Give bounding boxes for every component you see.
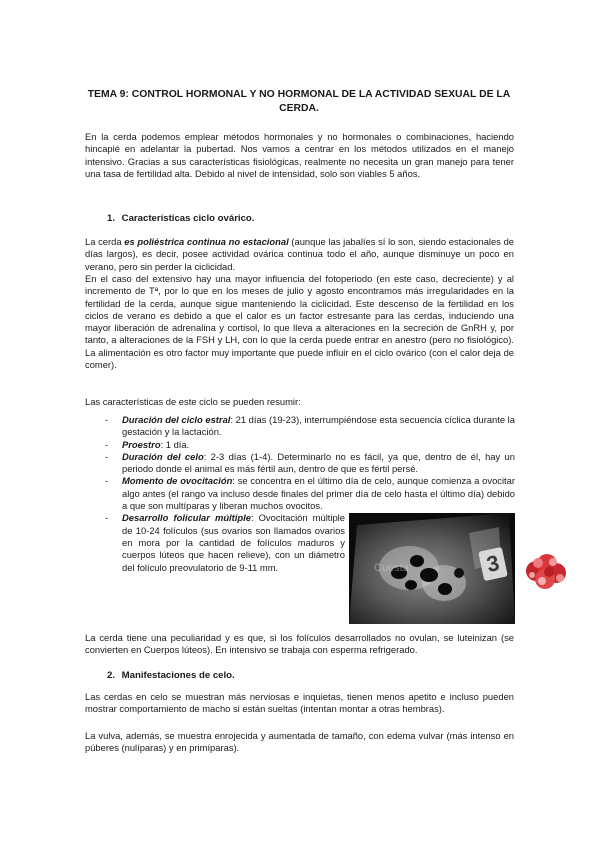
p1-emphasis: es poliéstrica continua no estacional: [124, 236, 289, 247]
list-item: - Desarrollo folicular múltiple: Ovocitación múltiple de 10-24 folículos (sus ovarios son llamados ovarios en mora por la cantidad de folículos maduros y cuerpos lúteos que hacen relieve), con un diámetro del folículo preovulatorio de 9-11 mm.: [105, 512, 345, 573]
section-1-paragraph-3: Las características de este ciclo se pueden resumir:: [85, 396, 301, 407]
bullet-text: : 1 día.: [160, 438, 190, 450]
bullet-term: Proestro: [122, 438, 161, 450]
bullet-text: : se concentra en el último día de celo, aunque comienza a ovocitar algo antes (el rango va incluso desde finales del primer día de celo hasta el último día) debido a que son multíparas y liberan muchos ovocitos.: [122, 475, 515, 512]
list-item: - Momento de ovocitación: se concentra en el último día de celo, aunque comienza a ovocitar algo antes (el rango va incluso desde finales del primer día de celo hasta el último día) debido a que son multíparas y liberan muchos ovocitos.: [105, 475, 515, 512]
section-2-paragraph-1: Las cerdas en celo se muestran más nerviosas e inquietas, tienen menos apetito e incluso pueden mostrar comportamiento de macho si están sueltas (intentan montar a otras hembras).: [85, 691, 514, 715]
intro-paragraph: En la cerda podemos emplear métodos hormonales y no hormonales o combinaciones, haciendo hincapié en adelantar la pubertad. Nos vamos a centrar en los métodos utilizados en el manejo intensivo. Gracias a sus características fisiológicas, realmente no necesita un gran manejo para tener una tasa de fertilidad alta. Debido al nivel de intensidad, solo son viables 5 años.: [85, 131, 514, 179]
bullet-term: Momento de ovocitación: [122, 475, 233, 487]
document-title: TEMA 9: CONTROL HORMONAL Y NO HORMONAL DE LA ACTIVIDAD SEXUAL DE LA CERDA.: [87, 89, 511, 114]
number-mark-3: 3: [478, 547, 508, 581]
ultrasound-watermark: Cuesta: [374, 562, 409, 574]
bullet-term: Duración del celo: [122, 450, 204, 462]
bullet-term: Desarrollo folicular múltiple: [122, 512, 251, 524]
bullet-text: : Ovocitación múltiple de 10-24 folículos (sus ovarios son llamados ovarios en mora por la cantidad de folículos maduros y cuerpos lúteos que hacen relieve), con un diámetro del folículo preovulatorio de 9-11 mm.: [122, 512, 345, 573]
section-2-title: Manifestaciones de celo.: [121, 670, 235, 681]
ultrasound-image: [349, 513, 515, 624]
list-item: - Duración del ciclo estral: 21 días (19-23), interrumpiéndose esta secuencia cíclica durante la gestación y la lactación.: [105, 414, 515, 438]
bullet-term: Duración del ciclo estral: [122, 414, 231, 425]
section-2-heading: [85, 670, 514, 682]
section-1-number: 1.: [107, 213, 116, 224]
section-2-number: 2.: [107, 670, 116, 681]
section-2-paragraph-2: La vulva, además, se muestra enrojecida y aumentada de tamaño, con edema vulvar (más intenso en púberes (nulíparas) y en primíparas).: [85, 730, 514, 754]
list-item: - Proestro: 1 día.: [105, 438, 190, 450]
bullet-text: : 21 días (19-23), interrumpiéndose esta secuencia cíclica durante la gestación y la lactación.: [122, 414, 515, 438]
section-1-paragraph-1: [85, 236, 514, 273]
section-1-heading: [85, 213, 514, 225]
ovary-icon: [520, 551, 572, 593]
section-1-paragraph-2: En el caso del extensivo hay una mayor influencia del fotoperiodo (en este caso, decreciente) y al incremento de Tª, por lo que en los meses de julio y agosto encontramos más irregularidades en la fertilidad de la cerda, aunque sigue manteniendo la ciclicidad. Este descenso de la fertilidad en los ciclos de verano es debido a que el calor es un factor estresante para las cerdas, induciendo una mayor liberación de adrenalina y cortisol, lo que lleva a alteraciones en la secreción de GnRH y, por tanto, a alteraciones de la FSH y LH, con lo que la cerda puede entrar en anestro (pero no fisiológico). La alimentación es otro factor muy importante que puede influir en el ciclo ovárico (con el calor deja de comer).: [85, 273, 514, 371]
p1-rest: (aunque las jabalíes sí lo son, siendo estacionales de días largos), es decir, posee actividad ovárica continua todo el año, aunque disminuye un poco en verano, pero sin perder la ciclicidad.: [85, 236, 514, 272]
list-item: - Duración del celo: 2-3 días (1-4). Determinarlo no es fácil, ya que, dentro de él, hay un periodo donde el animal es más fértil aun, dentro de que es fértil persé.: [105, 450, 515, 475]
bullet-text: : 2-3 días (1-4). Determinarlo no es fácil, ya que, dentro de él, hay un periodo donde el animal es más fértil aun, dentro de que es fértil persé.: [122, 450, 515, 475]
section-1-paragraph-4: La cerda tiene una peculiaridad y es que, si los folículos desarrollados no ovulan, se luteinizan (se convierten en Cuerpos lúteos). En intensivo se trabaja con esperma refrigerado.: [85, 632, 514, 656]
p1-lead: La cerda: [85, 236, 125, 247]
section-1-title: Características ciclo ovárico.: [121, 213, 255, 224]
